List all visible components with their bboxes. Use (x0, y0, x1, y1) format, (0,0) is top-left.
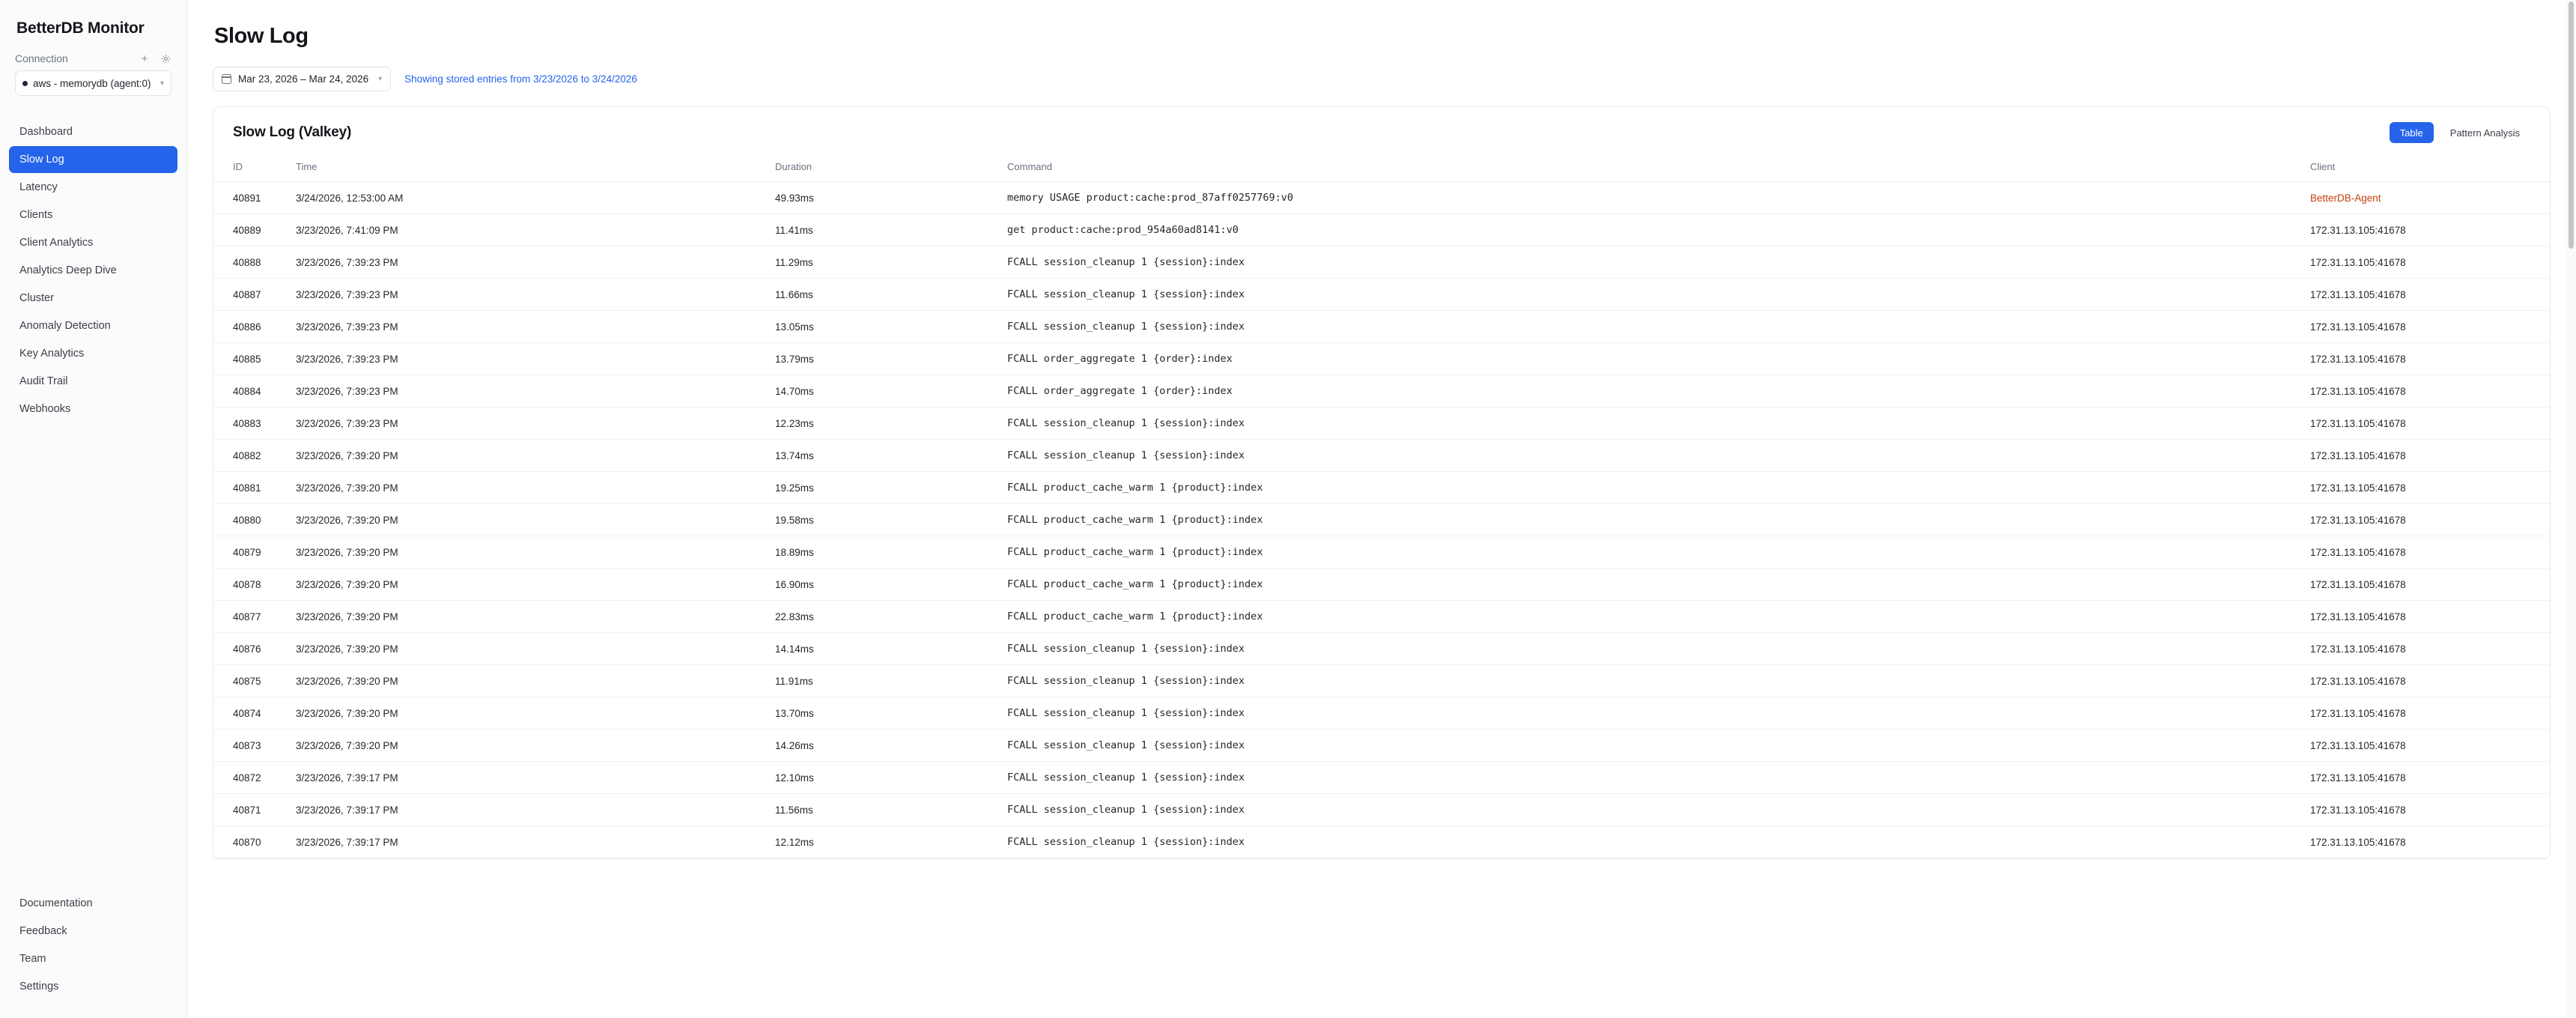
table-row[interactable] (213, 311, 2550, 343)
cell-time: 3/23/2026, 7:39:23 PM (296, 343, 775, 375)
slow-log-table (213, 154, 2550, 858)
table-row[interactable] (213, 504, 2550, 536)
cell-client: 172.31.13.105:41678 (2310, 472, 2550, 504)
connection-block (0, 48, 186, 96)
table-row[interactable] (213, 279, 2550, 311)
connection-label: Connection (15, 52, 68, 64)
cell-id: 40885 (213, 343, 296, 375)
cell-client: 172.31.13.105:41678 (2310, 246, 2550, 279)
cell-time: 3/24/2026, 12:53:00 AM (296, 182, 775, 214)
cell-client: 172.31.13.105:41678 (2310, 633, 2550, 665)
sidebar-item-client-analytics[interactable] (9, 229, 177, 256)
table-row[interactable] (213, 697, 2550, 730)
tab-table[interactable] (2390, 122, 2434, 143)
cell-id: 40870 (213, 826, 296, 858)
cell-command: FCALL session_cleanup 1 {session}:index (1007, 311, 2310, 343)
tab-pattern-analysis-label: Pattern Analysis (2449, 127, 2520, 139)
sidebar-item-clients[interactable] (9, 202, 177, 228)
cell-client: BetterDB-Agent (2310, 182, 2550, 214)
sidebar (0, 0, 187, 1018)
cell-id: 40879 (213, 536, 296, 569)
tab-table-label: Table (2399, 127, 2423, 139)
cell-client: 172.31.13.105:41678 (2310, 665, 2550, 697)
connection-header (15, 52, 171, 70)
cell-time: 3/23/2026, 7:39:20 PM (296, 440, 775, 472)
column-header-command[interactable]: Command (1007, 154, 2310, 182)
cell-command: FCALL session_cleanup 1 {session}:index (1007, 246, 2310, 279)
table-row[interactable] (213, 472, 2550, 504)
stored-entries-note: Showing stored entries from 3/23/2026 to 3/24/2026 (404, 73, 637, 85)
sidebar-item-label: Settings (19, 981, 59, 993)
cell-duration: 12.10ms (775, 762, 1007, 794)
table-row[interactable] (213, 375, 2550, 407)
tab-pattern-analysis[interactable] (2440, 122, 2530, 143)
column-header-client[interactable]: Client (2310, 154, 2550, 182)
connection-status-dot (22, 81, 28, 86)
cell-client: 172.31.13.105:41678 (2310, 407, 2550, 440)
slow-log-card (213, 106, 2551, 859)
chevron-down-icon: ▾ (378, 75, 383, 83)
slow-log-card-title: Slow Log (Valkey) (233, 124, 352, 140)
cell-client: 172.31.13.105:41678 (2310, 375, 2550, 407)
cell-duration: 12.23ms (775, 407, 1007, 440)
date-range-picker[interactable] (213, 67, 391, 91)
calendar-icon (222, 74, 231, 84)
cell-duration: 19.58ms (775, 504, 1007, 536)
cell-id: 40883 (213, 407, 296, 440)
cell-id: 40876 (213, 633, 296, 665)
sidebar-item-label: Client Analytics (19, 237, 94, 249)
cell-id: 40880 (213, 504, 296, 536)
cell-time: 3/23/2026, 7:39:23 PM (296, 311, 775, 343)
cell-command: FCALL order_aggregate 1 {order}:index (1007, 375, 2310, 407)
cell-id: 40886 (213, 311, 296, 343)
chevron-down-icon: ▾ (160, 79, 164, 88)
table-row[interactable] (213, 633, 2550, 665)
sidebar-item-label: Dashboard (19, 126, 73, 138)
cell-id: 40874 (213, 697, 296, 730)
cell-time: 3/23/2026, 7:39:23 PM (296, 246, 775, 279)
sidebar-item-label: Documentation (19, 897, 93, 909)
table-row[interactable] (213, 182, 2550, 214)
sidebar-item-dashboard[interactable] (9, 118, 177, 145)
sidebar-item-label: Feedback (19, 925, 67, 937)
sidebar-item-webhooks[interactable] (9, 396, 177, 422)
sidebar-bottom-nav (0, 890, 186, 1018)
table-row[interactable] (213, 440, 2550, 472)
cell-command: FCALL session_cleanup 1 {session}:index (1007, 633, 2310, 665)
sidebar-item-cluster[interactable] (9, 285, 177, 312)
cell-id: 40878 (213, 569, 296, 601)
table-row[interactable] (213, 665, 2550, 697)
cell-duration: 14.14ms (775, 633, 1007, 665)
cell-duration: 11.56ms (775, 794, 1007, 826)
cell-time: 3/23/2026, 7:39:17 PM (296, 762, 775, 794)
column-header-duration[interactable]: Duration (775, 154, 1007, 182)
cell-time: 3/23/2026, 7:39:23 PM (296, 279, 775, 311)
table-row[interactable] (213, 343, 2550, 375)
page-scrollbar[interactable] (2566, 0, 2576, 1018)
sidebar-item-analytics-deep-dive[interactable] (9, 257, 177, 284)
cell-id: 40873 (213, 730, 296, 762)
cell-command: FCALL session_cleanup 1 {session}:index (1007, 794, 2310, 826)
connection-header-actions (139, 52, 171, 64)
table-row[interactable] (213, 826, 2550, 858)
cell-command: FCALL product_cache_warm 1 {product}:index (1007, 472, 2310, 504)
cell-client: 172.31.13.105:41678 (2310, 504, 2550, 536)
cell-client: 172.31.13.105:41678 (2310, 569, 2550, 601)
cell-duration: 13.70ms (775, 697, 1007, 730)
cell-duration: 13.05ms (775, 311, 1007, 343)
slow-log-table-head (213, 154, 2550, 182)
app-brand: BetterDB Monitor (16, 19, 145, 37)
cell-client: 172.31.13.105:41678 (2310, 343, 2550, 375)
sidebar-item-label: Cluster (19, 292, 54, 304)
cell-command: FCALL session_cleanup 1 {session}:index (1007, 407, 2310, 440)
cell-time: 3/23/2026, 7:39:20 PM (296, 633, 775, 665)
cell-time: 3/23/2026, 7:39:20 PM (296, 536, 775, 569)
sidebar-item-label: Analytics Deep Dive (19, 264, 117, 276)
cell-time: 3/23/2026, 7:39:20 PM (296, 504, 775, 536)
cell-duration: 49.93ms (775, 182, 1007, 214)
cell-duration: 11.91ms (775, 665, 1007, 697)
cell-command: FCALL session_cleanup 1 {session}:index (1007, 279, 2310, 311)
cell-command: FCALL product_cache_warm 1 {product}:index (1007, 504, 2310, 536)
table-row[interactable] (213, 407, 2550, 440)
column-header-id[interactable]: ID (213, 154, 296, 182)
cell-command: FCALL session_cleanup 1 {session}:index (1007, 697, 2310, 730)
sidebar-item-slow-log[interactable] (9, 146, 177, 173)
cell-client: 172.31.13.105:41678 (2310, 536, 2550, 569)
sidebar-item-label: Anomaly Detection (19, 320, 111, 332)
table-row[interactable] (213, 214, 2550, 246)
sidebar-item-latency[interactable] (9, 174, 177, 201)
cell-id: 40889 (213, 214, 296, 246)
main-content (187, 0, 2576, 1018)
sidebar-item-label: Audit Trail (19, 375, 68, 387)
cell-command: FCALL product_cache_warm 1 {product}:index (1007, 601, 2310, 633)
table-row[interactable] (213, 569, 2550, 601)
cell-client: 172.31.13.105:41678 (2310, 279, 2550, 311)
cell-duration: 12.12ms (775, 826, 1007, 858)
table-header-row (213, 154, 2550, 182)
toolbar (213, 67, 2551, 91)
cell-duration: 16.90ms (775, 569, 1007, 601)
cell-command: FCALL product_cache_warm 1 {product}:index (1007, 569, 2310, 601)
slow-log-table-body (213, 182, 2550, 858)
cell-time: 3/23/2026, 7:39:20 PM (296, 569, 775, 601)
scrollbar-thumb[interactable] (2569, 1, 2574, 249)
sidebar-item-settings[interactable] (9, 973, 177, 1000)
gear-icon[interactable] (160, 52, 171, 64)
sidebar-item-label: Clients (19, 209, 53, 221)
cell-client: 172.31.13.105:41678 (2310, 601, 2550, 633)
column-header-time[interactable]: Time (296, 154, 775, 182)
cell-duration: 14.70ms (775, 375, 1007, 407)
cell-duration: 11.29ms (775, 246, 1007, 279)
sidebar-item-team[interactable] (9, 945, 177, 972)
cell-client: 172.31.13.105:41678 (2310, 730, 2550, 762)
table-row[interactable] (213, 794, 2550, 826)
sidebar-item-label: Slow Log (19, 154, 64, 166)
sidebar-item-audit-trail[interactable] (9, 368, 177, 395)
table-row[interactable] (213, 601, 2550, 633)
cell-duration: 18.89ms (775, 536, 1007, 569)
cell-id: 40881 (213, 472, 296, 504)
cell-duration: 11.66ms (775, 279, 1007, 311)
cell-time: 3/23/2026, 7:39:20 PM (296, 730, 775, 762)
cell-command: get product:cache:prod_954a60ad8141:v0 (1007, 214, 2310, 246)
cell-id: 40875 (213, 665, 296, 697)
cell-command: FCALL session_cleanup 1 {session}:index (1007, 665, 2310, 697)
cell-client: 172.31.13.105:41678 (2310, 440, 2550, 472)
cell-time: 3/23/2026, 7:39:23 PM (296, 407, 775, 440)
cell-duration: 13.79ms (775, 343, 1007, 375)
cell-client: 172.31.13.105:41678 (2310, 826, 2550, 858)
cell-time: 3/23/2026, 7:39:20 PM (296, 601, 775, 633)
cell-id: 40872 (213, 762, 296, 794)
table-row[interactable] (213, 536, 2550, 569)
sidebar-item-feedback[interactable] (9, 918, 177, 945)
plus-icon[interactable]: + (141, 52, 148, 65)
cell-time: 3/23/2026, 7:39:17 PM (296, 826, 775, 858)
cell-id: 40884 (213, 375, 296, 407)
page-title: Slow Log (214, 24, 309, 48)
table-row[interactable] (213, 762, 2550, 794)
cell-client: 172.31.13.105:41678 (2310, 697, 2550, 730)
cell-id: 40877 (213, 601, 296, 633)
cell-id: 40888 (213, 246, 296, 279)
sidebar-nav (0, 118, 186, 422)
cell-time: 3/23/2026, 7:39:17 PM (296, 794, 775, 826)
cell-duration: 11.41ms (775, 214, 1007, 246)
cell-duration: 13.74ms (775, 440, 1007, 472)
cell-command: FCALL order_aggregate 1 {order}:index (1007, 343, 2310, 375)
cell-client: 172.31.13.105:41678 (2310, 214, 2550, 246)
table-row[interactable] (213, 730, 2550, 762)
sidebar-item-anomaly-detection[interactable] (9, 312, 177, 339)
connection-select[interactable] (15, 70, 171, 96)
view-toggle-group (2390, 122, 2530, 143)
cell-duration: 22.83ms (775, 601, 1007, 633)
cell-client: 172.31.13.105:41678 (2310, 794, 2550, 826)
sidebar-item-label: Webhooks (19, 403, 71, 415)
cell-time: 3/23/2026, 7:41:09 PM (296, 214, 775, 246)
cell-command: FCALL session_cleanup 1 {session}:index (1007, 826, 2310, 858)
cell-time: 3/23/2026, 7:39:20 PM (296, 472, 775, 504)
cell-time: 3/23/2026, 7:39:23 PM (296, 375, 775, 407)
cell-command: FCALL product_cache_warm 1 {product}:index (1007, 536, 2310, 569)
cell-command: FCALL session_cleanup 1 {session}:index (1007, 762, 2310, 794)
sidebar-item-label: Latency (19, 181, 58, 193)
cell-command: FCALL session_cleanup 1 {session}:index (1007, 730, 2310, 762)
sidebar-item-documentation[interactable] (9, 890, 177, 917)
sidebar-item-label: Team (19, 953, 46, 965)
cell-client: 172.31.13.105:41678 (2310, 311, 2550, 343)
cell-time: 3/23/2026, 7:39:20 PM (296, 697, 775, 730)
cell-duration: 19.25ms (775, 472, 1007, 504)
cell-client: 172.31.13.105:41678 (2310, 762, 2550, 794)
cell-id: 40891 (213, 182, 296, 214)
cell-command: memory USAGE product:cache:prod_87aff0257769:v0 (1007, 182, 2310, 214)
cell-command: FCALL session_cleanup 1 {session}:index (1007, 440, 2310, 472)
table-row[interactable] (213, 246, 2550, 279)
date-range-value: Mar 23, 2026 – Mar 24, 2026 (238, 73, 369, 85)
connection-value: aws - memorydb (agent:0) (33, 77, 151, 89)
cell-id: 40887 (213, 279, 296, 311)
cell-id: 40871 (213, 794, 296, 826)
sidebar-item-label: Key Analytics (19, 348, 85, 360)
slow-log-card-header (213, 107, 2550, 154)
sidebar-item-key-analytics[interactable] (9, 340, 177, 367)
cell-duration: 14.26ms (775, 730, 1007, 762)
cell-id: 40882 (213, 440, 296, 472)
cell-time: 3/23/2026, 7:39:20 PM (296, 665, 775, 697)
